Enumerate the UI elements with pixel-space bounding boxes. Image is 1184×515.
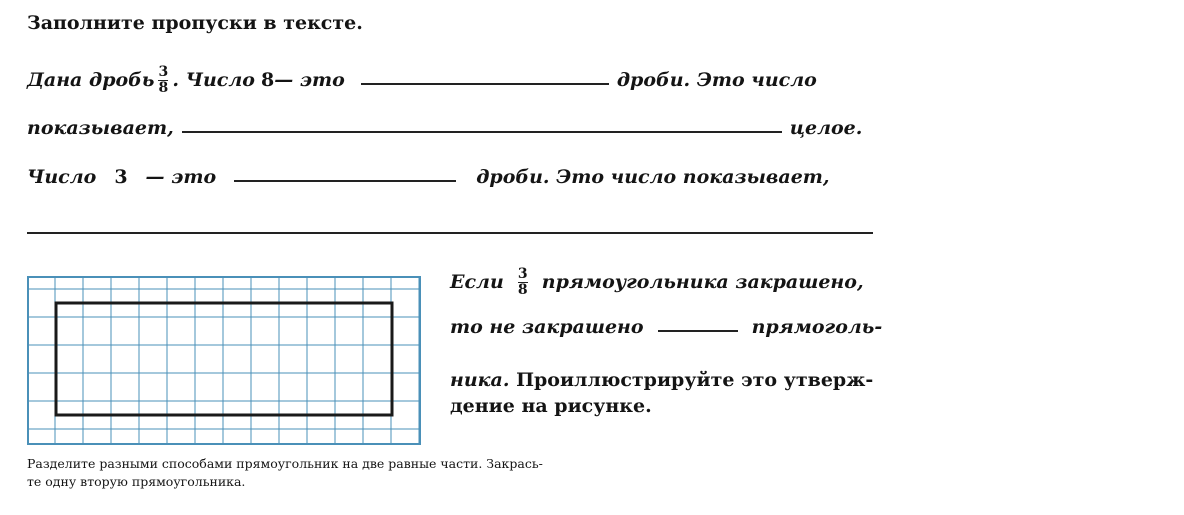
text-segment: дение на рисунке. [450,395,652,417]
text-line-2 [27,117,862,139]
text-segment: Число [27,166,97,188]
blank-field-2[interactable] [182,130,782,133]
text-segment: целое. [789,117,863,139]
task-heading: Заполните пропуски в тексте. [27,12,363,34]
grid-figure [27,276,421,445]
number-8: 8 [260,69,275,91]
blank-field-4[interactable] [27,232,873,234]
caption-line-2: те одну вторую прямоугольника. [27,474,246,489]
text-segment: Дана дробь [27,69,155,91]
text-line-1 [27,62,817,96]
grid-svg [27,276,421,445]
fraction-denominator: 8 [158,80,169,96]
text-segment: Если [450,271,504,293]
fraction-3-8 [158,66,168,95]
drawn-rectangle[interactable] [56,303,392,415]
number-3: 3 [114,166,128,188]
caption-line-1: Разделите разными способами прямоугольник на две равные части. Закрась- [27,456,543,471]
blank-field-3[interactable] [234,179,456,182]
text-segment: . Число [172,69,255,91]
grid-lines [27,276,421,445]
text-segment: прямоголь- [751,316,883,338]
text-segment: показывает, [27,117,174,139]
right-line-2 [450,316,882,338]
text-segment: — это [145,166,217,188]
fraction-denominator: 8 [517,282,528,298]
right-line-1 [450,264,864,298]
right-line-3 [450,369,873,391]
blank-field-5[interactable] [658,329,738,332]
text-segment: дроби. Это число [616,69,817,91]
fraction-numerator: 3 [158,64,169,80]
text-segment: Проиллюстрируйте это утверж- [509,369,874,391]
text-segment: то не закрашено [450,316,644,338]
text-segment: прямоугольника закрашено, [541,271,864,293]
blank-field-1[interactable] [361,82,609,85]
text-segment: — это [274,69,345,91]
text-segment: ника. [450,369,510,391]
fraction-3-8-right [518,268,528,297]
fraction-numerator: 3 [517,266,528,282]
text-segment: дроби. Это число показывает, [476,166,830,188]
right-line-4 [450,395,652,417]
text-line-3 [27,166,830,188]
